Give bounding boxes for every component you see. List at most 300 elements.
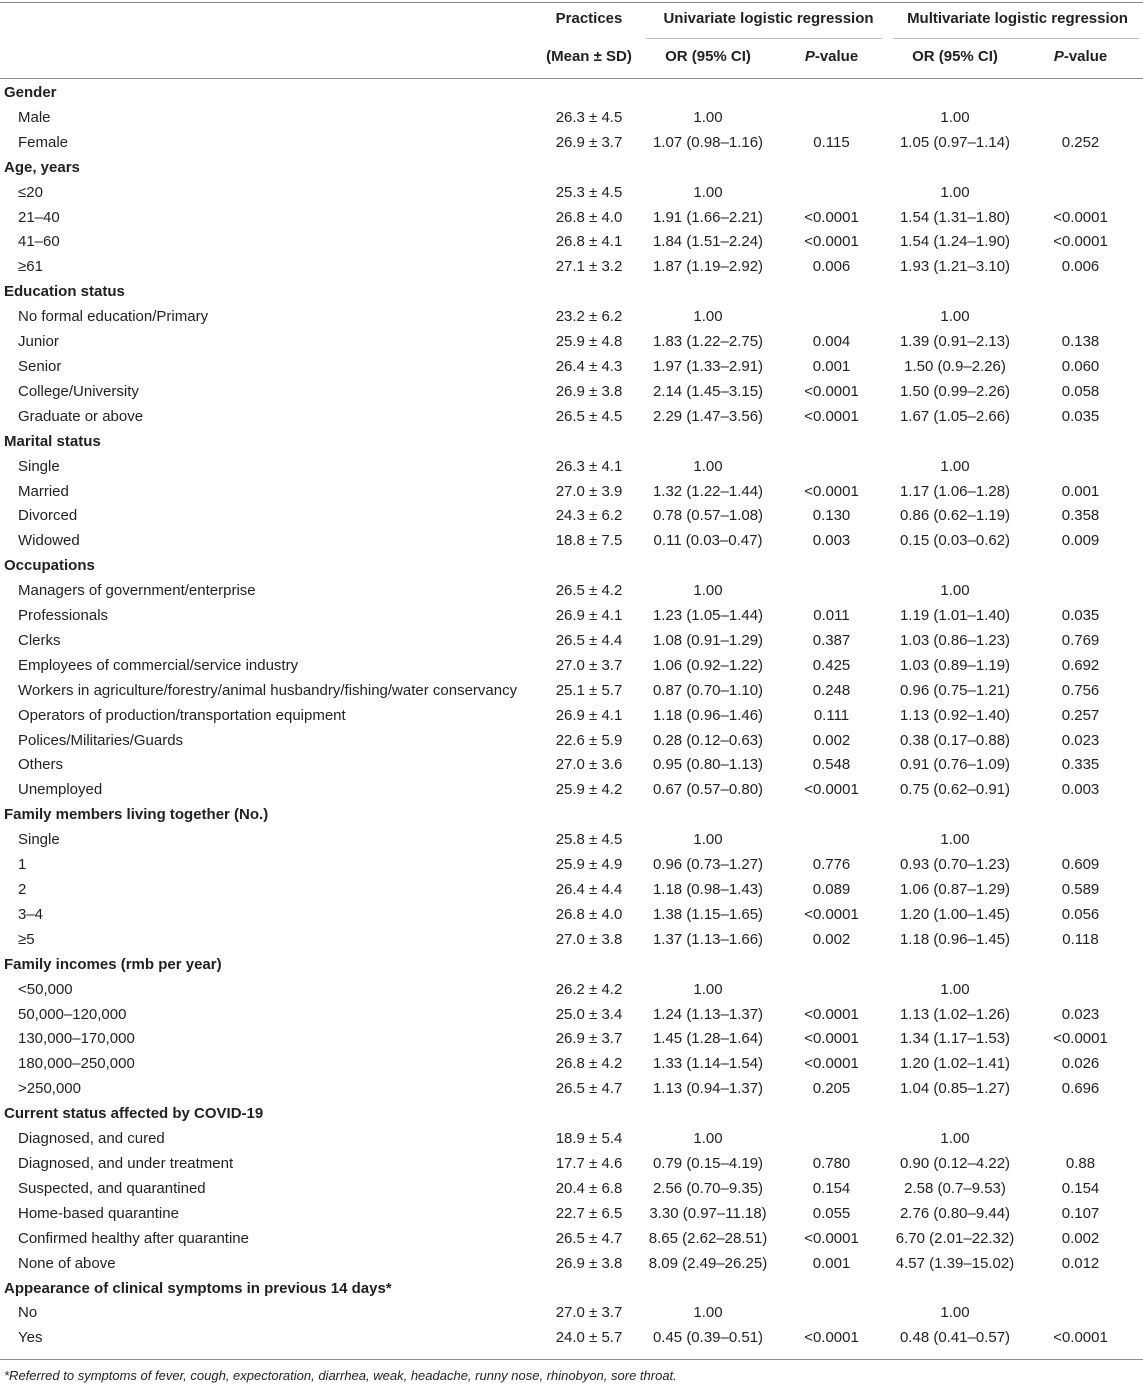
table-row [0,480,1143,505]
uni-p-cell: <0.0001 [804,905,859,923]
table-row [0,1227,1143,1252]
uni-p-cell: 0.055 [812,1204,851,1222]
row-label: Single [18,831,60,849]
row-label: Widowed [18,532,80,550]
uni-p-cell [771,455,892,480]
uni-p-cell [771,106,892,131]
section-header-row [0,803,1143,828]
practices-cell: 26.4 ± 4.3 [555,357,623,375]
uni-p-cell: 0.089 [812,881,851,898]
multi-p-cell: 0.756 [1061,681,1100,699]
table-row [0,1027,1143,1052]
row-label: Operators of production/transportation equipment [18,706,346,724]
uni-or-cell: 1.00 [693,308,723,326]
table-row [0,131,1143,156]
uni-or-cell: 1.08 (0.91–1.29) [652,631,764,649]
multi-or-cell: 1.19 (1.01–1.40) [899,607,1011,625]
section-header-row [0,1277,1143,1302]
practices-cell: 25.9 ± 4.8 [555,333,623,351]
practices-cell: 17.7 ± 4.6 [555,1154,623,1172]
row-label: Managers of government/enterprise [18,582,256,600]
table-row [0,330,1143,355]
uni-p-cell [771,1127,892,1152]
table-row [0,529,1143,554]
uni-p-cell: 0.780 [812,1154,851,1172]
table-row [0,181,1143,206]
multi-or-cell: 1.13 (0.92–1.40) [899,706,1011,724]
table-row [0,579,1143,604]
uni-p-cell: 0.001 [812,357,851,375]
row-label: Diagnosed, and under treatment [18,1154,234,1172]
multi-or-cell: 1.00 [940,831,970,849]
practices-cell: 25.8 ± 4.5 [555,831,623,849]
multi-p-cell [1018,579,1143,604]
uni-p-cell: <0.0001 [804,1030,859,1048]
table-row [0,1003,1143,1028]
multi-p-cell: 0.035 [1061,607,1100,625]
uni-p-cell: 0.548 [812,756,851,774]
table-row [0,679,1143,704]
section-title: Occupations [4,557,95,575]
practices-cell: 26.9 ± 3.7 [555,133,623,151]
uni-or-cell: 1.24 (1.13–1.37) [652,1005,764,1023]
multi-or-cell: 2.58 (0.7–9.53) [904,1179,1006,1197]
section-title: Current status affected by COVID-19 [4,1105,264,1123]
multi-p-cell: 0.107 [1061,1204,1100,1222]
table-row [0,1301,1143,1326]
multi-p-cell: <0.0001 [1053,208,1108,226]
practices-cell: 22.7 ± 6.5 [555,1204,623,1222]
practices-cell: 26.9 ± 4.1 [555,607,623,625]
practices-cell: 26.5 ± 4.2 [555,582,623,600]
section-title: Age, years [4,158,80,176]
row-label: Workers in agriculture/forestry/animal husbandry/fishing/water conservancy [18,681,518,699]
multi-p-cell: 0.252 [1061,133,1100,151]
uni-or-cell: 1.13 (0.94–1.37) [652,1080,764,1098]
multi-or-cell: 1.39 (0.91–2.13) [899,333,1011,351]
table-row [0,405,1143,430]
uni-p-cell: <0.0001 [804,233,859,251]
table-row [0,978,1143,1003]
multi-or-cell: 1.00 [940,582,970,600]
practices-cell: 24.0 ± 5.7 [555,1329,623,1347]
multi-p-cell: 0.003 [1061,781,1100,799]
practices-cell: 25.1 ± 5.7 [555,681,623,699]
row-label: Single [18,457,60,475]
uni-or-header: OR (95% CI) [665,48,751,65]
multi-p-cell: 0.696 [1061,1080,1100,1098]
uni-or-cell: 0.28 (0.12–0.63) [652,731,764,749]
table-row [0,729,1143,754]
multi-or-cell: 1.54 (1.24–1.90) [899,233,1011,251]
uni-p-cell: 0.425 [812,656,851,674]
uni-p-cell [771,828,892,853]
section-title: Appearance of clinical symptoms in previous 14 days* [4,1279,392,1297]
uni-or-cell: 1.00 [693,183,723,201]
multi-or-cell: 1.04 (0.85–1.27) [899,1080,1011,1098]
practices-cell: 25.9 ± 4.9 [555,856,623,874]
practices-cell: 26.2 ± 4.2 [555,980,623,998]
uni-p-cell: <0.0001 [804,208,859,226]
uni-or-cell: 3.30 (0.97–11.18) [649,1204,767,1222]
multi-p-cell: 0.154 [1061,1179,1100,1197]
practices-cell: 27.0 ± 3.7 [555,656,623,674]
table-row [0,654,1143,679]
uni-or-cell: 0.11 (0.03–0.47) [653,532,763,550]
practices-cell: 26.8 ± 4.0 [555,208,623,226]
row-label: <50,000 [18,980,73,998]
practices-cell: 26.9 ± 3.8 [555,382,623,400]
row-label: 21–40 [18,208,60,226]
row-label: Clerks [18,631,61,649]
multi-p-cell [1018,978,1143,1003]
table-row [0,1252,1143,1277]
multi-or-cell: 1.00 [940,457,970,475]
row-label: 1 [18,856,27,874]
row-label: Married [18,482,69,500]
uni-p-cell: 0.115 [813,133,850,151]
row-label: No [18,1304,38,1322]
multi-p-cell [1018,828,1143,853]
table-row [0,1052,1143,1077]
multi-p-cell: 0.609 [1061,856,1100,874]
table-row [0,355,1143,380]
multi-p-cell [1018,1301,1143,1326]
row-label: Diagnosed, and cured [18,1130,165,1148]
section-title: Family incomes (rmb per year) [4,955,222,973]
uni-or-cell: 0.78 (0.57–1.08) [652,507,764,525]
multi-or-cell: 0.86 (0.62–1.19) [899,507,1011,525]
table-row [0,255,1143,280]
uni-p-cell: 0.205 [812,1080,851,1098]
table-row [0,1127,1143,1152]
uni-p-header: P-value [804,48,859,65]
multi-or-cell: 1.03 (0.89–1.19) [899,656,1011,674]
multi-or-cell: 1.50 (0.99–2.26) [899,382,1011,400]
row-label: Male [18,108,51,126]
multi-or-cell: 1.20 (1.00–1.45) [899,905,1011,923]
multi-or-cell: 1.00 [940,108,970,126]
table-row [0,206,1143,231]
multi-or-cell: 1.00 [940,1304,970,1322]
table-row [0,629,1143,654]
row-label: Senior [18,357,62,375]
uni-or-cell: 0.45 (0.39–0.51) [652,1329,764,1347]
multi-or-cell: 1.67 (1.05–2.66) [899,407,1011,425]
practices-header: Practices [555,10,623,27]
table-row [0,778,1143,803]
practices-cell: 25.9 ± 4.2 [555,781,623,799]
table-row [0,504,1143,529]
multi-p-cell: 0.358 [1061,507,1100,525]
multi-or-cell: 1.93 (1.21–3.10) [899,258,1011,276]
practices-cell: 26.3 ± 4.1 [555,457,623,475]
practices-cell: 27.0 ± 3.8 [555,930,623,948]
uni-p-cell: <0.0001 [804,382,859,400]
multi-or-cell: 1.00 [940,308,970,326]
multi-p-cell: 0.006 [1061,258,1100,276]
row-label: Divorced [18,507,78,525]
uni-p-cell: 0.011 [813,607,850,625]
uni-p-cell [771,305,892,330]
multi-p-header: P-value [1053,48,1108,65]
table-row [0,305,1143,330]
uni-or-cell: 1.00 [693,108,723,126]
section-title: Marital status [4,432,101,450]
practices-cell: 26.5 ± 4.5 [555,407,623,425]
multi-p-cell: 0.769 [1061,631,1100,649]
practices-cell: 26.8 ± 4.0 [555,905,623,923]
practices-cell: 23.2 ± 6.2 [555,308,623,326]
practices-cell: 25.3 ± 4.5 [555,183,623,201]
table-row [0,1177,1143,1202]
section-header-row [0,953,1143,978]
multi-or-cell: 1.00 [940,980,970,998]
uni-or-cell: 0.96 (0.73–1.27) [652,856,764,874]
uni-p-cell: <0.0001 [804,1055,859,1073]
multivariate-header: Multivariate logistic regression [907,10,1128,27]
row-label: College/University [18,382,139,400]
uni-or-cell: 8.09 (2.49–26.25) [648,1254,768,1272]
uni-or-cell: 1.00 [693,980,723,998]
row-label: 50,000–120,000 [18,1005,127,1023]
uni-or-cell: 2.56 (0.70–9.35) [652,1179,764,1197]
footnote: *Referred to symptoms of fever, cough, expectoration, diarrhea, weak, headache, runny nose, rhinobyon, sore throat. [4,1368,677,1383]
row-label: Unemployed [18,781,103,799]
uni-or-cell: 1.23 (1.05–1.44) [652,607,764,625]
multi-or-cell: 1.17 (1.06–1.28) [899,482,1011,500]
section-title: Education status [4,283,125,301]
multi-or-cell: 0.91 (0.76–1.09) [899,756,1011,774]
uni-or-cell: 2.29 (1.47–3.56) [652,407,764,425]
multi-or-cell: 0.96 (0.75–1.21) [899,681,1011,699]
table-body [0,81,1143,1351]
uni-p-cell: 0.130 [812,507,851,525]
uni-p-cell: 0.776 [812,856,851,874]
uni-or-cell: 1.83 (1.22–2.75) [652,333,764,351]
section-header-row [0,81,1143,106]
uni-or-cell: 0.79 (0.15–4.19) [652,1154,764,1172]
row-label: 2 [18,881,27,898]
table-row [0,878,1143,903]
uni-or-cell: 1.84 (1.51–2.24) [652,233,764,251]
multi-p-cell: 0.335 [1061,756,1100,774]
multi-p-cell: 0.060 [1061,357,1100,375]
row-label: Professionals [18,607,109,625]
uni-p-cell: <0.0001 [804,1229,859,1247]
practices-cell: 27.0 ± 3.7 [555,1304,623,1322]
multi-p-cell: 0.589 [1061,881,1100,898]
uni-or-cell: 1.00 [693,457,723,475]
multi-p-cell [1018,305,1143,330]
multi-p-cell [1018,181,1143,206]
multi-p-cell [1018,455,1143,480]
multi-p-cell: 0.058 [1061,382,1100,400]
table-row [0,1326,1143,1351]
practices-cell: 18.9 ± 5.4 [555,1130,623,1148]
practices-cell: 18.8 ± 7.5 [555,532,623,550]
multi-or-cell: 1.54 (1.31–1.80) [899,208,1011,226]
uni-or-cell: 0.87 (0.70–1.10) [652,681,764,699]
row-label: Female [18,133,69,151]
section-title: Gender [4,84,57,101]
multi-or-cell: 1.06 (0.87–1.29) [899,881,1011,898]
uni-or-cell: 1.07 (0.98–1.16) [652,133,764,151]
practices-cell: 26.5 ± 4.7 [555,1080,623,1098]
row-label: Graduate or above [18,407,144,425]
multi-p-cell: 0.056 [1061,905,1100,923]
uni-p-cell: 0.248 [812,681,851,699]
header-row-1 [0,0,1143,38]
row-label: ≤20 [18,183,43,201]
practices-cell: 26.3 ± 4.5 [555,108,623,126]
multi-or-cell: 0.93 (0.70–1.23) [899,856,1011,874]
practices-cell: 24.3 ± 6.2 [555,507,623,525]
practices-cell: 27.0 ± 3.9 [555,482,623,500]
section-header-row [0,280,1143,305]
multi-p-cell: 0.009 [1061,532,1100,550]
table-row [0,828,1143,853]
uni-or-cell: 1.37 (1.13–1.66) [652,930,764,948]
practices-cell: 26.9 ± 3.7 [555,1030,623,1048]
uni-or-cell: 1.38 (1.15–1.65) [652,905,764,923]
univariate-header: Univariate logistic regression [663,10,874,27]
uni-p-cell [771,1301,892,1326]
table-row [0,1152,1143,1177]
multi-or-cell: 4.57 (1.39–15.02) [895,1254,1015,1272]
row-label: Polices/Militaries/Guards [18,731,184,749]
uni-p-cell: 0.004 [812,333,851,351]
multi-p-cell [1018,1127,1143,1152]
uni-or-cell: 1.32 (1.22–1.44) [652,482,764,500]
section-header-row [0,430,1143,455]
uni-p-cell: 0.003 [812,532,851,550]
section-title: Family members living together (No.) [4,806,269,824]
uni-or-cell: 1.18 (0.98–1.43) [652,881,764,898]
row-label: 41–60 [18,233,60,251]
uni-p-cell: 0.002 [812,930,851,948]
multi-p-cell [1018,106,1143,131]
uni-p-cell: 0.111 [813,706,850,724]
table-row [0,853,1143,878]
multi-p-cell: 0.118 [1062,930,1099,948]
multi-p-cell: 0.692 [1061,656,1100,674]
multi-or-cell: 0.90 (0.12–4.22) [899,1154,1011,1172]
multi-or-cell: 1.00 [940,1130,970,1148]
practices-cell: 26.5 ± 4.7 [555,1229,623,1247]
uni-or-cell: 0.95 (0.80–1.13) [652,756,764,774]
table-row [0,230,1143,255]
practices-cell: 27.0 ± 3.6 [555,756,623,774]
row-label: Home-based quarantine [18,1204,179,1222]
multi-p-cell: 0.88 [1065,1154,1096,1172]
uni-or-cell: 2.14 (1.45–3.15) [652,382,764,400]
uni-p-cell: 0.006 [812,258,851,276]
row-label: 130,000–170,000 [18,1030,135,1048]
multi-or-cell: 6.70 (2.01–22.32) [895,1229,1015,1247]
table-row [0,380,1143,405]
uni-or-cell: 8.65 (2.62–28.51) [648,1229,768,1247]
table-row [0,106,1143,131]
multi-or-header: OR (95% CI) [912,48,998,65]
multi-p-cell: <0.0001 [1053,233,1108,251]
multi-or-cell: 0.75 (0.62–0.91) [899,781,1011,799]
uni-or-cell: 1.87 (1.19–2.92) [652,258,764,276]
uni-p-cell: 0.001 [812,1254,851,1272]
multi-or-cell: 1.50 (0.9–2.26) [904,357,1006,375]
row-label: No formal education/Primary [18,308,209,326]
uni-p-cell [771,181,892,206]
row-label: Employees of commercial/service industry [18,656,299,674]
multi-p-cell: 0.026 [1061,1055,1100,1073]
practices-cell: 26.9 ± 3.8 [555,1254,623,1272]
uni-p-cell [771,579,892,604]
multi-p-cell: 0.138 [1061,333,1100,351]
multi-or-cell: 0.15 (0.03–0.62) [899,532,1011,550]
multi-p-cell: <0.0001 [1053,1030,1108,1048]
uni-or-cell: 1.33 (1.14–1.54) [652,1055,764,1073]
multi-or-cell: 0.48 (0.41–0.57) [899,1329,1011,1347]
uni-p-cell [771,978,892,1003]
table-bottom-rule [0,1359,1143,1360]
multi-or-cell: 0.38 (0.17–0.88) [899,731,1011,749]
row-label: 180,000–250,000 [18,1055,135,1073]
row-label: ≥5 [18,930,35,948]
practices-cell: 26.9 ± 4.1 [555,706,623,724]
uni-or-cell: 1.18 (0.96–1.46) [652,706,764,724]
row-label: Yes [18,1329,43,1347]
practices-cell: 26.5 ± 4.4 [555,631,623,649]
uni-or-cell: 1.06 (0.92–1.22) [652,656,764,674]
row-label: ≥61 [18,258,43,276]
uni-or-cell: 1.91 (1.66–2.21) [652,208,764,226]
multi-p-cell: 0.023 [1061,731,1100,749]
section-header-row [0,156,1143,181]
uni-p-cell: 0.002 [812,731,851,749]
uni-or-cell: 0.67 (0.57–0.80) [652,781,764,799]
multi-p-cell: 0.257 [1061,706,1100,724]
uni-or-cell: 1.00 [693,582,723,600]
practices-cell: 27.1 ± 3.2 [555,258,623,276]
multi-or-cell: 1.18 (0.96–1.45) [899,930,1011,948]
section-header-row [0,554,1143,579]
multi-p-cell: 0.001 [1061,482,1100,500]
table-row [0,1202,1143,1227]
practices-cell: 26.8 ± 4.1 [555,233,623,251]
header-row-2 [0,38,1143,76]
practices-cell: 20.4 ± 6.8 [555,1179,623,1197]
table-row [0,455,1143,480]
row-label: 3–4 [18,905,44,923]
practices-cell: 22.6 ± 5.9 [555,731,623,749]
table-row [0,928,1143,953]
table-row [0,1077,1143,1102]
uni-or-cell: 1.00 [693,831,723,849]
multi-or-cell: 1.03 (0.86–1.23) [899,631,1011,649]
multi-p-cell: 0.023 [1061,1005,1100,1023]
uni-p-cell: <0.0001 [804,1005,859,1023]
multi-or-cell: 1.20 (1.02–1.41) [899,1055,1011,1073]
row-label: Confirmed healthy after quarantine [18,1229,249,1247]
multi-or-cell: 1.00 [940,183,970,201]
uni-or-cell: 1.00 [693,1304,723,1322]
multi-or-cell: 1.34 (1.17–1.53) [899,1030,1011,1048]
uni-p-cell: <0.0001 [804,781,859,799]
practices-cell: 26.8 ± 4.2 [555,1055,623,1073]
table-row [0,604,1143,629]
row-label: None of above [18,1254,116,1272]
uni-or-cell: 1.00 [693,1130,723,1148]
